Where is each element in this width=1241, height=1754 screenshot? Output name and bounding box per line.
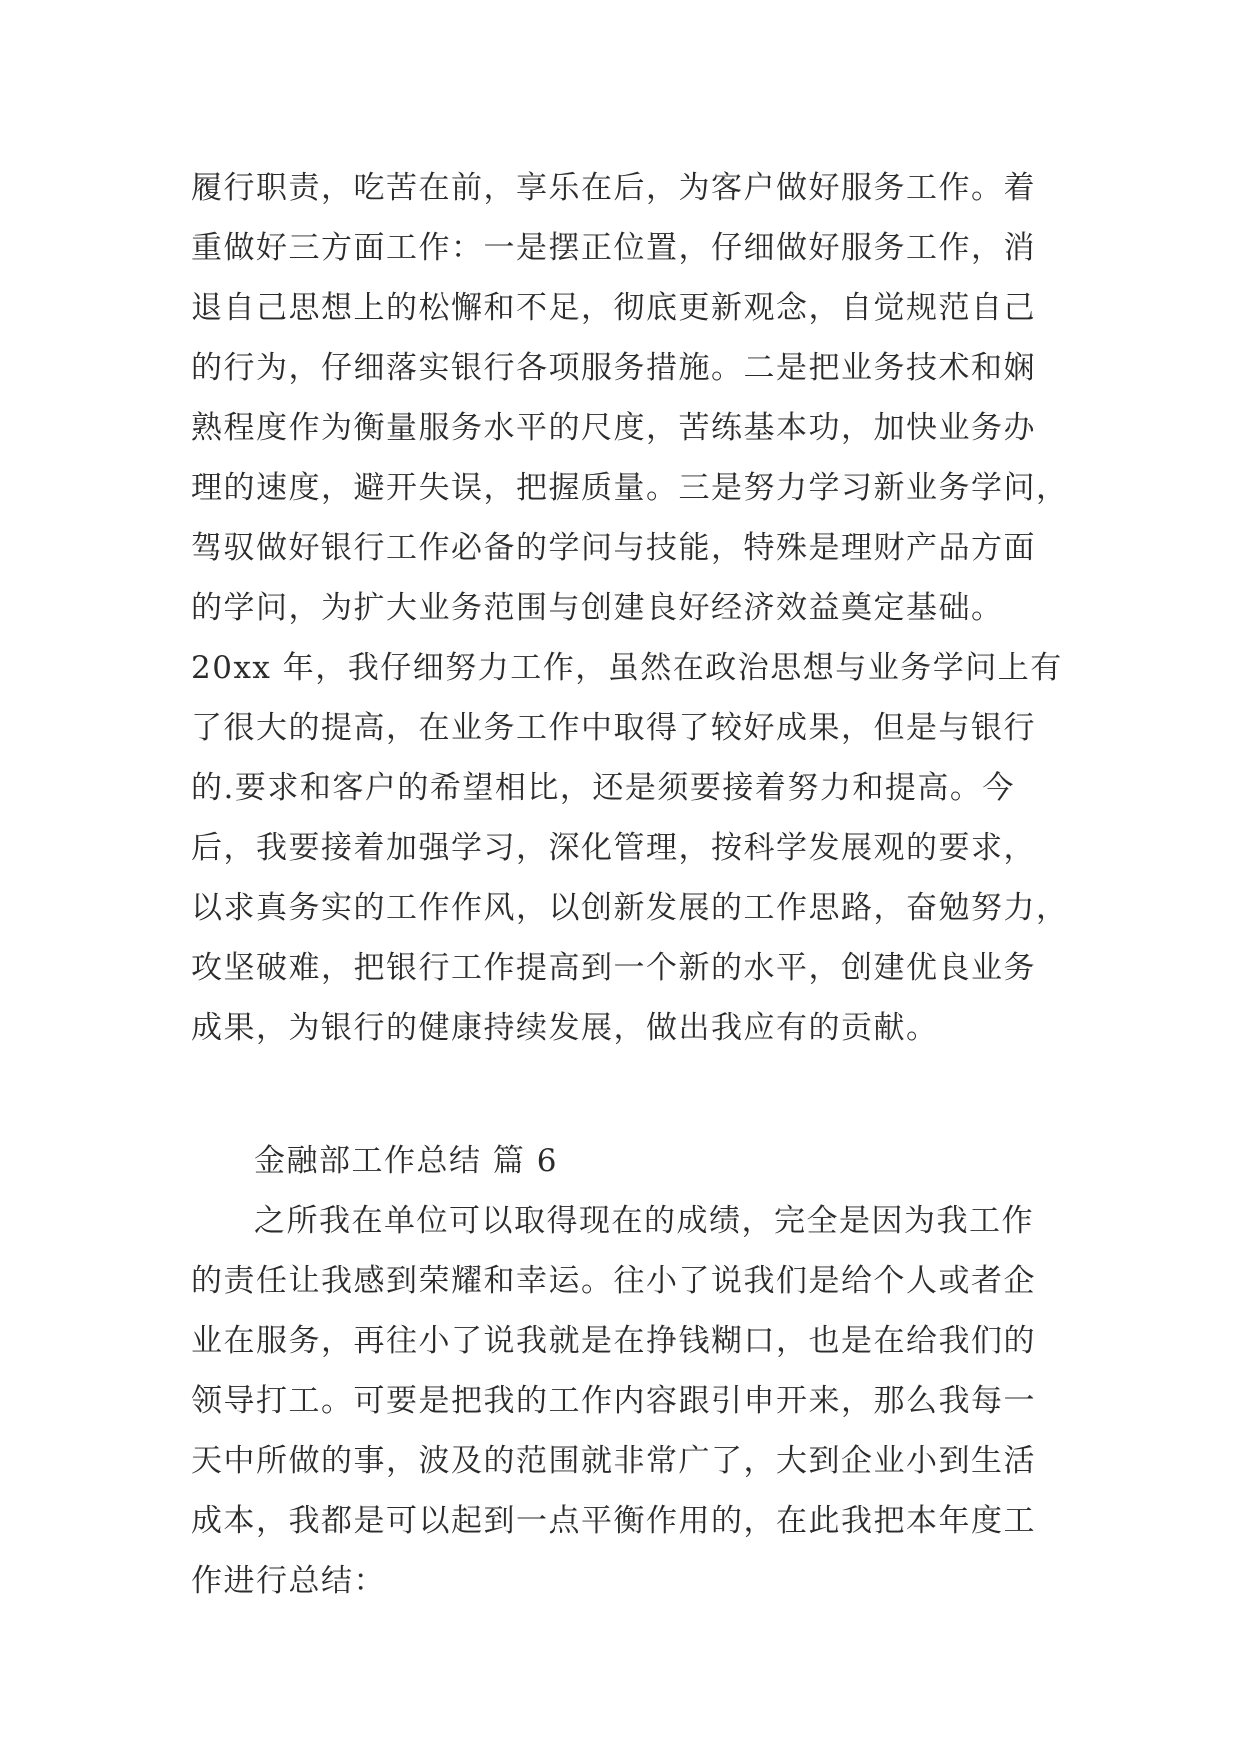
paragraph-line: 的学问，为扩大业务范围与创建良好经济效益奠定基础。 bbox=[191, 590, 1004, 626]
paragraph-line: 成本，我都是可以起到一点平衡作用的，在此我把本年度工 bbox=[191, 1503, 1036, 1539]
paragraph-line: 重做好三方面工作：一是摆正位置，仔细做好服务工作，消 bbox=[191, 230, 1036, 266]
paragraph-line: 履行职责，吃苦在前，享乐在后，为客户做好服务工作。着 bbox=[191, 170, 1036, 206]
paragraph-line: 成果，为银行的健康持续发展，做出我应有的贡献。 bbox=[191, 1010, 939, 1046]
paragraph-line: 了很大的提高，在业务工作中取得了较好成果，但是与银行 bbox=[191, 710, 1036, 746]
paragraph-line: 退自己思想上的松懈和不足，彻底更新观念，自觉规范自己 bbox=[191, 290, 1036, 326]
paragraph-line: 业在服务，再往小了说我就是在挣钱糊口，也是在给我们的 bbox=[191, 1323, 1036, 1359]
paragraph-line: 20xx 年，我仔细努力工作，虽然在政治思想与业务学问上有 bbox=[191, 650, 1063, 686]
paragraph-line: 的.要求和客户的希望相比，还是须要接着努力和提高。今 bbox=[191, 770, 1015, 806]
paragraph-line: 熟程度作为衡量服务水平的尺度，苦练基本功，加快业务办 bbox=[191, 410, 1036, 446]
paragraph-line: 天中所做的事，波及的范围就非常广了，大到企业小到生活 bbox=[191, 1443, 1036, 1479]
paragraph-line: 理的速度，避开失误，把握质量。三是努力学习新业务学问， bbox=[191, 470, 1069, 506]
section-heading: 金融部工作总结 篇 6 bbox=[254, 1143, 558, 1179]
paragraph-line: 攻坚破难，把银行工作提高到一个新的水平，创建优良业务 bbox=[191, 950, 1036, 986]
paragraph-line: 驾驭做好银行工作必备的学问与技能，特殊是理财产品方面 bbox=[191, 530, 1036, 566]
paragraph-line: 以求真务实的工作作风，以创新发展的工作思路，奋勉努力， bbox=[191, 890, 1069, 926]
paragraph-line: 的责任让我感到荣耀和幸运。往小了说我们是给个人或者企 bbox=[191, 1263, 1036, 1299]
paragraph-line: 领导打工。可要是把我的工作内容跟引申开来，那么我每一 bbox=[191, 1383, 1036, 1419]
paragraph-line: 作进行总结： bbox=[191, 1563, 386, 1599]
paragraph-line: 的行为，仔细落实银行各项服务措施。二是把业务技术和娴 bbox=[191, 350, 1036, 386]
paragraph-line: 后，我要接着加强学习，深化管理，按科学发展观的要求， bbox=[191, 830, 1036, 866]
paragraph-line: 之所我在单位可以取得现在的成绩，完全是因为我工作 bbox=[254, 1203, 1034, 1239]
